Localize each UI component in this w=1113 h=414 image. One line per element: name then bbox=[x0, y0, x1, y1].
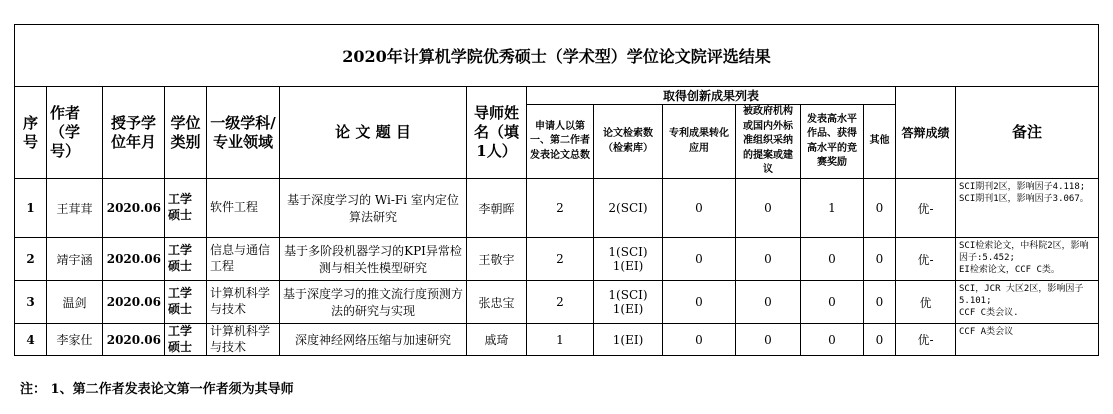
cell-remarks: SCI检索论文，中科院2区，影响因子:5.452; EI检索论文，CCF C类。 bbox=[956, 238, 1099, 281]
header-discipline: 一级学科/专业领域 bbox=[207, 87, 280, 179]
cell-advisor: 王敬宇 bbox=[467, 238, 527, 281]
header-degree-type: 学位类别 bbox=[165, 87, 207, 179]
cell-date: 2020.06 bbox=[103, 179, 165, 238]
cell-indexed: 1(SCI) 1(EI) bbox=[594, 281, 663, 324]
cell-papers: 1 bbox=[527, 324, 594, 356]
cell-author: 温剑 bbox=[47, 281, 103, 324]
cell-type: 工学硕士 bbox=[165, 179, 207, 238]
cell-title: 基于深度学习的 Wi-Fi 室内定位算法研究 bbox=[280, 179, 467, 238]
cell-other: 0 bbox=[864, 281, 896, 324]
cell-advisor: 张忠宝 bbox=[467, 281, 527, 324]
header-defense: 答辩成绩 bbox=[896, 87, 956, 179]
header-degree-date: 授予学位年月 bbox=[103, 87, 165, 179]
cell-works: 0 bbox=[801, 238, 864, 281]
cell-patents: 0 bbox=[663, 281, 736, 324]
cell-title: 深度神经网络压缩与加速研究 bbox=[280, 324, 467, 356]
cell-type: 工学硕士 bbox=[165, 281, 207, 324]
table-row bbox=[15, 281, 1099, 324]
cell-indexed: 2(SCI) bbox=[594, 179, 663, 238]
cell-papers: 2 bbox=[527, 179, 594, 238]
cell-defense: 优- bbox=[896, 238, 956, 281]
cell-author: 李家仕 bbox=[47, 324, 103, 356]
cell-papers: 2 bbox=[527, 238, 594, 281]
header-indexed: 论文检索数（检索库） bbox=[594, 105, 663, 179]
results-table bbox=[14, 24, 1099, 356]
cell-defense: 优 bbox=[896, 281, 956, 324]
cell-adopted: 0 bbox=[736, 281, 801, 324]
table-row bbox=[15, 179, 1099, 238]
cell-adopted: 0 bbox=[736, 238, 801, 281]
cell-remarks: CCF A类会议 bbox=[956, 324, 1099, 356]
cell-other: 0 bbox=[864, 324, 896, 356]
cell-title: 基于多阶段机器学习的KPI异常检测与相关性模型研究 bbox=[280, 238, 467, 281]
cell-date: 2020.06 bbox=[103, 238, 165, 281]
cell-discipline: 软件工程 bbox=[207, 179, 280, 238]
header-thesis-title: 论 文 题 目 bbox=[280, 87, 467, 179]
cell-other: 0 bbox=[864, 238, 896, 281]
cell-patents: 0 bbox=[663, 179, 736, 238]
header-works: 发表高水平作品、获得高水平的竞赛奖励 bbox=[801, 105, 864, 179]
cell-title: 基于深度学习的推文流行度预测方法的研究与实现 bbox=[280, 281, 467, 324]
cell-works: 1 bbox=[801, 179, 864, 238]
cell-indexed: 1(SCI) 1(EI) bbox=[594, 238, 663, 281]
cell-remarks: SCI期刊2区，影响因子4.118; SCI期刊1区，影响因子3.067。 bbox=[956, 179, 1099, 238]
table-row bbox=[15, 238, 1099, 281]
cell-author: 王茸茸 bbox=[47, 179, 103, 238]
cell-indexed: 1(EI) bbox=[594, 324, 663, 356]
cell-papers: 2 bbox=[527, 281, 594, 324]
cell-patents: 0 bbox=[663, 238, 736, 281]
cell-author: 靖宇涵 bbox=[47, 238, 103, 281]
cell-discipline: 计算机科学与技术 bbox=[207, 281, 280, 324]
header-advisor: 导师姓名（填1人） bbox=[467, 87, 527, 179]
cell-seq: 4 bbox=[15, 324, 47, 356]
cell-works: 0 bbox=[801, 324, 864, 356]
header-papers: 申请人以第一、第二作者发表论文总数 bbox=[527, 105, 594, 179]
header-other: 其他 bbox=[864, 105, 896, 179]
header-patents: 专利成果转化应用 bbox=[663, 105, 736, 179]
cell-advisor: 李朝晖 bbox=[467, 179, 527, 238]
table-row bbox=[15, 324, 1099, 356]
cell-seq: 3 bbox=[15, 281, 47, 324]
cell-date: 2020.06 bbox=[103, 324, 165, 356]
table-title: 2020年计算机学院优秀硕士（学术型）学位论文院评选结果 bbox=[15, 25, 1099, 87]
header-seq: 序号 bbox=[15, 87, 47, 179]
cell-other: 0 bbox=[864, 179, 896, 238]
footnote: 注： 1、第二作者发表论文第一作者须为其导师 bbox=[20, 382, 294, 397]
header-remarks: 备注 bbox=[956, 87, 1099, 179]
header-adopted: 被政府机构或国内外标准组织采纳的提案或建议 bbox=[736, 105, 801, 179]
cell-remarks: SCI，JCR 大区2区，影响因子5.101; CCF C类会议. bbox=[956, 281, 1099, 324]
cell-works: 0 bbox=[801, 281, 864, 324]
header-author: 作者（学号） bbox=[47, 87, 103, 179]
cell-type: 工学硕士 bbox=[165, 324, 207, 356]
cell-seq: 1 bbox=[15, 179, 47, 238]
cell-advisor: 戚琦 bbox=[467, 324, 527, 356]
cell-defense: 优- bbox=[896, 179, 956, 238]
cell-discipline: 信息与通信工程 bbox=[207, 238, 280, 281]
results-sheet bbox=[14, 24, 1098, 356]
cell-adopted: 0 bbox=[736, 324, 801, 356]
cell-type: 工学硕士 bbox=[165, 238, 207, 281]
cell-adopted: 0 bbox=[736, 179, 801, 238]
cell-discipline: 计算机科学与技术 bbox=[207, 324, 280, 356]
cell-date: 2020.06 bbox=[103, 281, 165, 324]
header-achievements: 取得创新成果列表 bbox=[527, 87, 896, 105]
cell-patents: 0 bbox=[663, 324, 736, 356]
cell-seq: 2 bbox=[15, 238, 47, 281]
cell-defense: 优- bbox=[896, 324, 956, 356]
